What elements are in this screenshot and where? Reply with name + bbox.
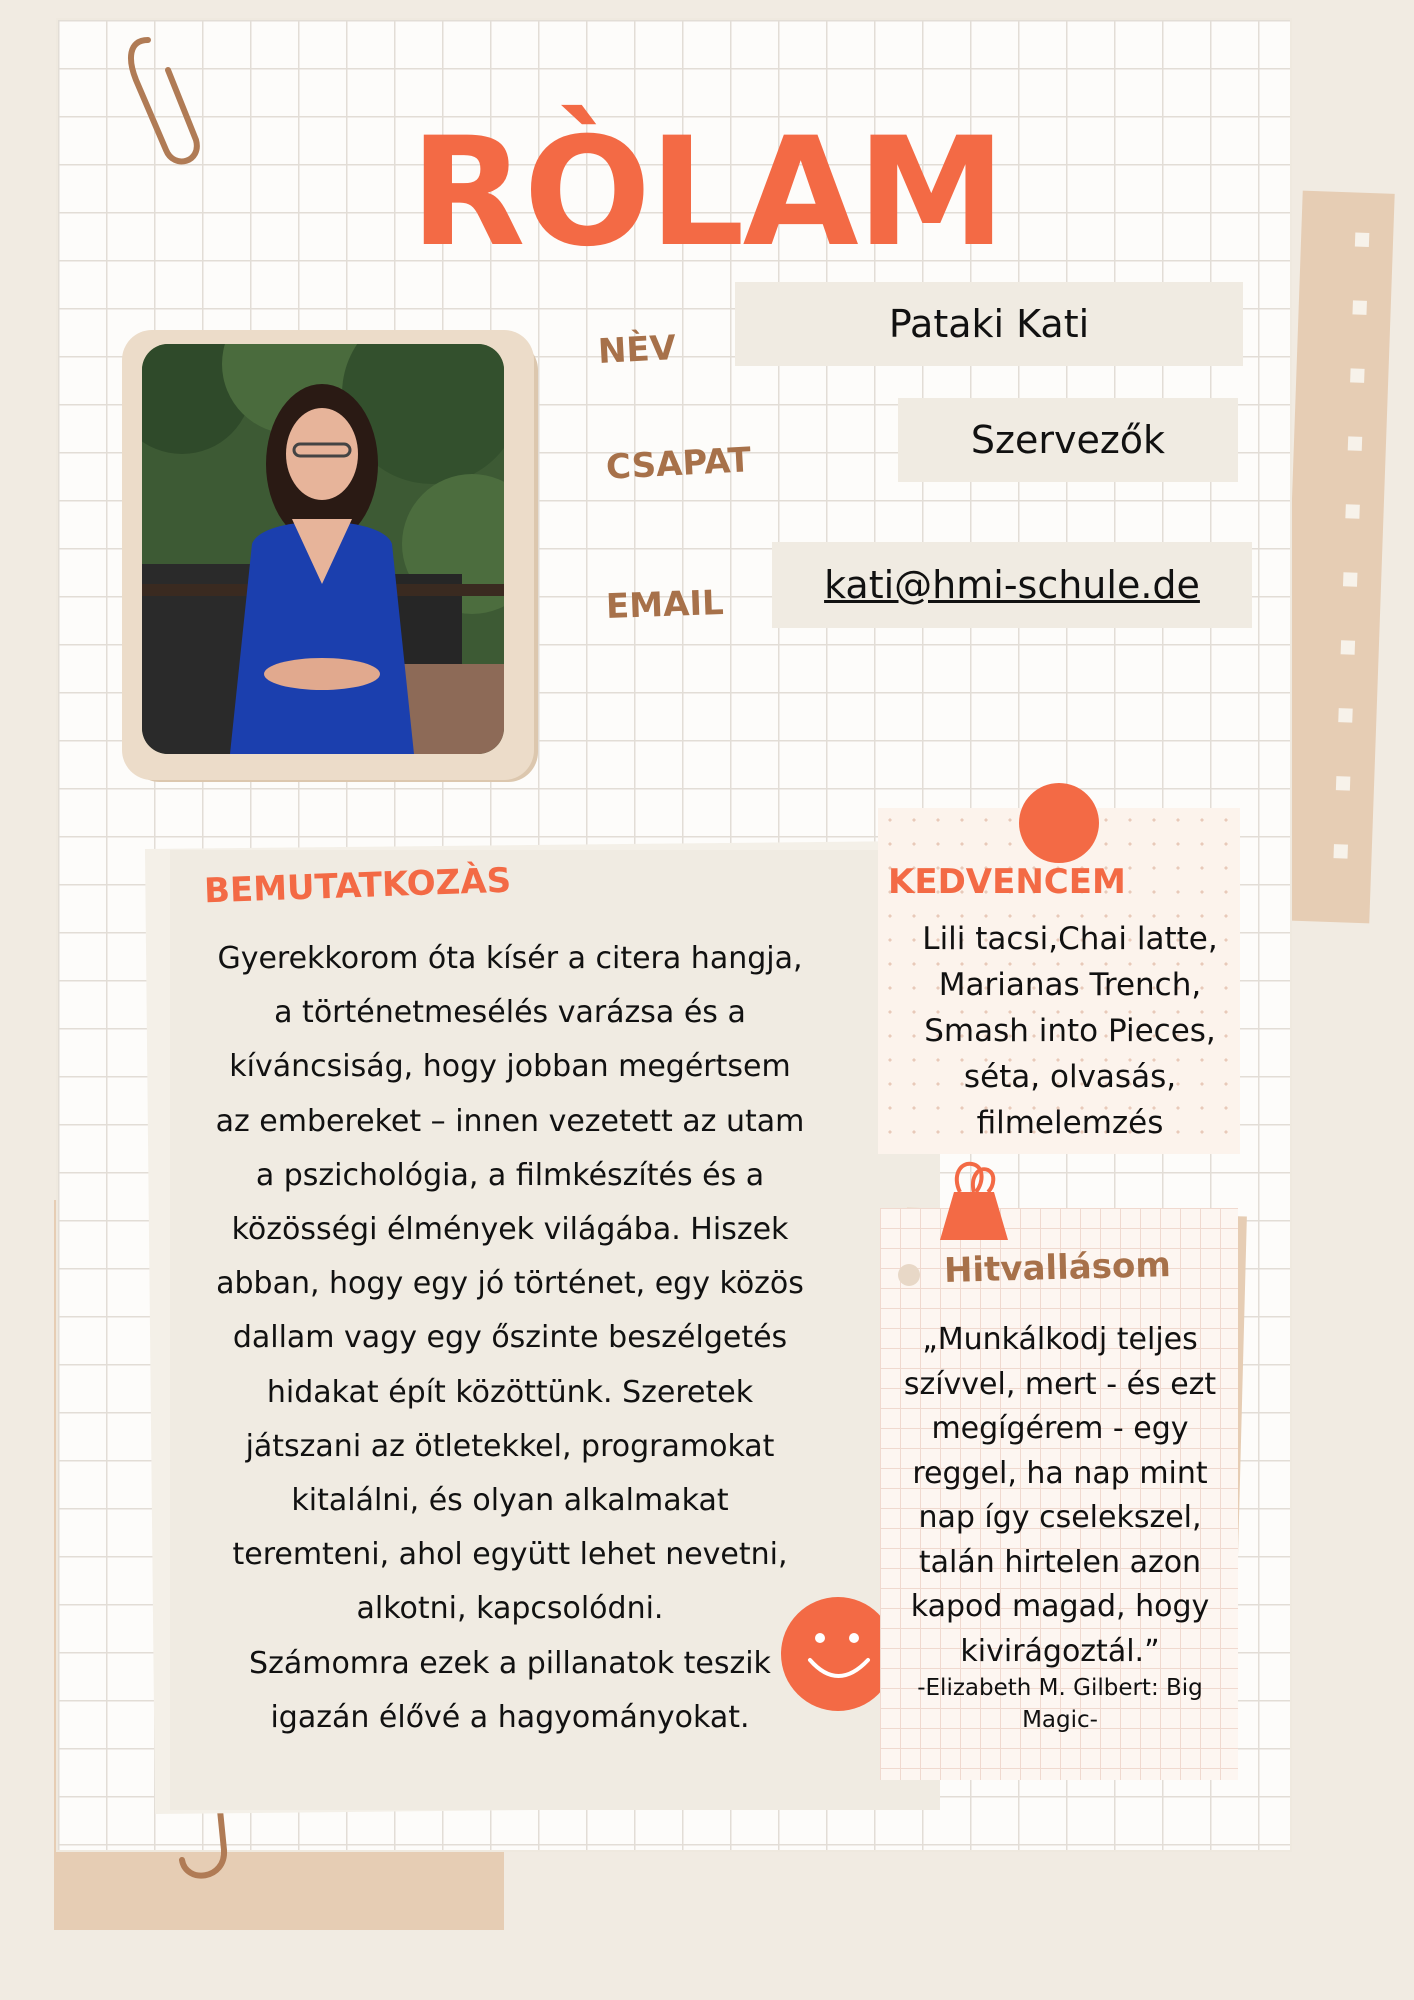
- circle-sticker-icon: [1018, 782, 1100, 864]
- favorites-text: Lili tacsi,Chai latte, Marianas Trench, Smash into Pieces, séta, olvasás, filmelemzés: [922, 921, 1218, 1141]
- name-value: Pataki Kati: [735, 282, 1243, 366]
- team-label: CSAPAT: [605, 440, 753, 488]
- page-title: RÒLAM: [410, 106, 1004, 280]
- credo-heading: Hitvallásom: [943, 1245, 1172, 1291]
- dot-icon: [898, 1264, 920, 1286]
- favorites-heading: KEDVENCEM: [888, 862, 1126, 902]
- credo-quote: „Munkálkodj teljes szívvel, mert - és ezt megígérem - egy reggel, ha nap mint nap így cselekszel, talán hirtelen azon kapod magad, hogy kivirágoztál.”: [903, 1322, 1217, 1669]
- team-value: Szervezők: [898, 398, 1238, 482]
- intro-text: Gyerekkorom óta kísér a citera hangja, a történetmesélés varázsa és a kíváncsiság, hogy jobban megértsem az embereket – innen vezetett az utam a pszichológia, a filmkészítés és a közösségi élmények világába. Hiszek abban, hogy egy jó történet, egy közös dallam vagy egy őszinte beszélgetés hidakat épít közöttünk. Szeretek játszani az ötletekkel, programokat kitalálni, és olyan alkalmakat teremteni, ahol együtt lehet nevetni, alkotni, kapcsolódni. Számomra ezek a pillanatok teszik igazán élővé a hagyományokat.: [215, 941, 805, 1735]
- profile-photo: [142, 344, 504, 754]
- credo-author: -Elizabeth M. Gilbert: Big Magic-: [917, 1675, 1203, 1733]
- right-film-strip: [1277, 191, 1394, 924]
- smiley-icon: [780, 1596, 896, 1712]
- email-label: EMAIL: [605, 582, 725, 628]
- name-label: NÈV: [597, 327, 677, 373]
- intro-heading: BEMUTATKOZÀS: [203, 860, 512, 912]
- email-link[interactable]: kati@hmi-schule.de: [772, 542, 1252, 628]
- binder-clip-icon: [930, 1156, 1018, 1240]
